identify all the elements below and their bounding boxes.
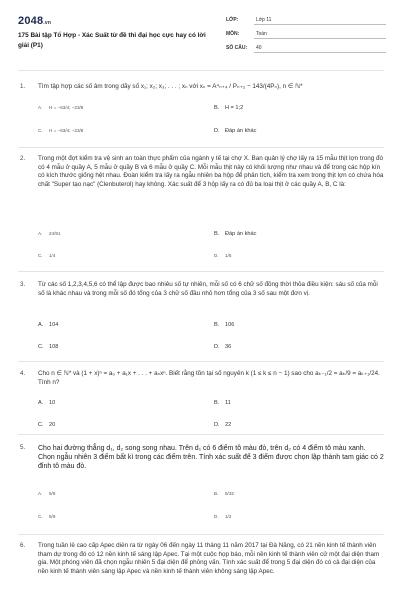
option-letter: C.: [38, 422, 44, 428]
question-number: 1.: [20, 83, 26, 90]
option-letter: D.: [214, 422, 220, 428]
option-text: 1/4: [49, 253, 56, 258]
option-letter: A.: [38, 322, 44, 328]
option-letter: A.: [38, 491, 43, 496]
option-c[interactable]: [38, 253, 55, 258]
option-a[interactable]: [38, 105, 83, 110]
question-4: [18, 370, 384, 440]
option-b[interactable]: [214, 491, 234, 496]
meta-subject-value: Toán: [256, 31, 267, 37]
option-letter: B.: [214, 400, 220, 406]
document-title: 175 Bài tập Tổ Hợp - Xác Suất từ đề thi đại học cực hay có lời giải (P1): [18, 32, 206, 49]
option-letter: D.: [214, 514, 219, 519]
option-a[interactable]: [38, 231, 61, 236]
option-letter: B.: [214, 322, 220, 328]
option-text: 1/5: [225, 253, 232, 258]
option-text: 104: [49, 322, 59, 328]
option-letter: B.: [214, 491, 219, 496]
question-text: Trong một đợt kiểm tra vệ sinh an toàn thực phẩm của ngành y tế tại chợ X. Ban quản lý chợ lấy ra 15 mẫu thịt lợn trong đó có 4 mẫu ở quầy A, 5 mẫu ở quầy B và 6 mẫu ở quầy C. Mỗi mẫu thịt này có khối lượng như nhau và để trong các hộp kín có kích thước giống hệt nhau. Đoàn kiểm tra lấy ra ngẫu nhiên ba hộp để phân tích, kiểm tra xem trong thịt lợn có chứa hóa chất "Super tạo nạc" (Clenbuterol) hay không. Xác suất để 3 hộp lấy ra có đủ ba loại thịt ở các quầy A, B, C là:: [38, 155, 384, 188]
option-letter: D.: [214, 253, 219, 258]
option-letter: C.: [38, 253, 43, 258]
question-1: [18, 83, 384, 143]
option-letter: A.: [38, 105, 43, 110]
option-c[interactable]: [38, 422, 55, 428]
meta-count-value: 40: [256, 45, 262, 51]
option-letter: D.: [214, 344, 220, 350]
question-divider: [18, 534, 384, 535]
option-c[interactable]: [38, 514, 55, 519]
option-text: 36: [225, 344, 232, 350]
option-text: H = −63/4; −23/8: [49, 105, 84, 110]
option-letter: C.: [38, 514, 43, 519]
option-text: 5/9: [49, 514, 56, 519]
option-text: 10: [49, 400, 56, 406]
logo-suffix: .vn: [43, 20, 52, 26]
question-5: [18, 444, 384, 530]
meta-class-label: LỚP:: [226, 17, 239, 23]
option-letter: B.: [214, 105, 220, 111]
option-d[interactable]: [214, 422, 231, 428]
option-text: 11: [225, 400, 231, 406]
question-divider: [18, 271, 384, 272]
option-c[interactable]: [38, 344, 58, 350]
question-divider: [18, 147, 384, 148]
question-text: Trong tuần lễ cao cấp Apec diễn ra từ ngày 06 đến ngày 11 tháng 11 năm 2017 tại Đà Nẵng, có 21 nền kinh tế thành viên tham dự trong đó có 12 nền kinh tế sáng lập Apec. Tại một cuộc họp báo, mỗi nền kinh tế thành viên cử một đại diện tham gia. Một phóng viên đã chọn ngẫu nhiên 5 đại diện để phỏng vấn. Tính xác suất để trong 5 đại diện đó có cả đại diện của nền kinh tế thành viên sáng lập Apec và nền kinh tế thành viên không sáng lập Apec.: [38, 542, 380, 575]
question-text: Tìm tập hợp các số âm trong dãy số x₁; x₂; x₃; . . . ; xₙ với xₙ = A⁴ₙ₊₄ / Pₙ₊₂ − 143/(4Pₙ), n ∈ ℕ*: [38, 83, 303, 90]
option-b[interactable]: [214, 322, 234, 328]
option-d[interactable]: [214, 128, 256, 134]
question-number: 6.: [20, 542, 26, 549]
option-text: Đáp án khác: [225, 231, 257, 237]
option-d[interactable]: [214, 514, 231, 519]
option-text: Đáp án khác: [225, 128, 257, 134]
meta-divider: [254, 24, 386, 25]
question-number: 4.: [20, 370, 26, 377]
site-logo[interactable]: [18, 15, 51, 27]
option-text: 20: [49, 422, 56, 428]
option-text: 22: [225, 422, 232, 428]
option-a[interactable]: [38, 400, 55, 406]
meta-divider: [254, 52, 386, 53]
question-number: 5.: [20, 444, 26, 451]
question-3: [18, 281, 384, 357]
option-letter: B.: [214, 231, 220, 237]
option-text: H = −63/4; −23/8: [49, 128, 84, 133]
question-divider: [18, 434, 384, 435]
logo-text: 2048: [18, 15, 44, 27]
meta-count-label: SỐ CÂU:: [226, 45, 248, 51]
meta-divider: [254, 38, 386, 39]
question-text: Cho n ∈ ℕ* và (1 + x)ⁿ = a₀ + a₁x + . . . + aₙxⁿ. Biết rằng tồn tại số nguyên k (1 ≤ k ≤ n − 1) sao cho aₖ₋₁/2 = aₖ/9 = aₖ₊₁/24. Tính n?: [38, 370, 380, 386]
option-letter: D.: [214, 128, 220, 134]
question-number: 2.: [20, 155, 26, 162]
option-letter: A.: [38, 400, 44, 406]
option-letter: C.: [38, 128, 43, 133]
option-d[interactable]: [214, 344, 231, 350]
option-a[interactable]: [38, 491, 55, 496]
question-6: [18, 542, 384, 600]
option-text: 5/8: [49, 491, 56, 496]
option-c[interactable]: [38, 128, 83, 133]
question-divider: [18, 361, 384, 362]
option-a[interactable]: [38, 322, 58, 328]
question-2: [18, 155, 384, 267]
option-text: 24/91: [49, 231, 61, 236]
option-text: 1/2: [225, 514, 232, 519]
option-b[interactable]: [214, 105, 243, 111]
option-text: 108: [49, 344, 59, 350]
option-text: 106: [225, 322, 235, 328]
option-letter: C.: [38, 344, 44, 350]
option-b[interactable]: [214, 400, 231, 406]
question-text: Từ các số 1,2,3,4,5,6 có thể lập được bao nhiêu số tự nhiên, mỗi số có 6 chữ số đồng thời thỏa điều kiện: sáu số của mỗi số là khác nhau và trong mỗi số đó tổng của 3 chữ số đầu nhỏ hơn tổng của 3 số sau một đơn vị.: [38, 281, 378, 297]
header-divider: [18, 70, 384, 71]
question-number: 3.: [20, 281, 26, 288]
option-letter: A.: [38, 231, 43, 236]
option-b[interactable]: [214, 231, 256, 237]
option-d[interactable]: [214, 253, 231, 258]
option-text: H = 1;2: [225, 105, 244, 111]
meta-subject-label: MÔN:: [226, 31, 240, 37]
question-text: Cho hai đường thẳng d₁, d₂ song song nhau. Trên d₁ có 6 điểm tô màu đỏ, trên d₂ có 4 điểm tô màu xanh. Chọn ngẫu nhiên 3 điểm bất kì trong các điểm trên. Tính xác suất để 3 điểm được chọn lập thành tam giác có 2 đỉnh tô màu đỏ.: [38, 445, 384, 471]
meta-class-value: Lớp 11: [256, 17, 272, 23]
option-text: 5/32: [225, 491, 234, 496]
